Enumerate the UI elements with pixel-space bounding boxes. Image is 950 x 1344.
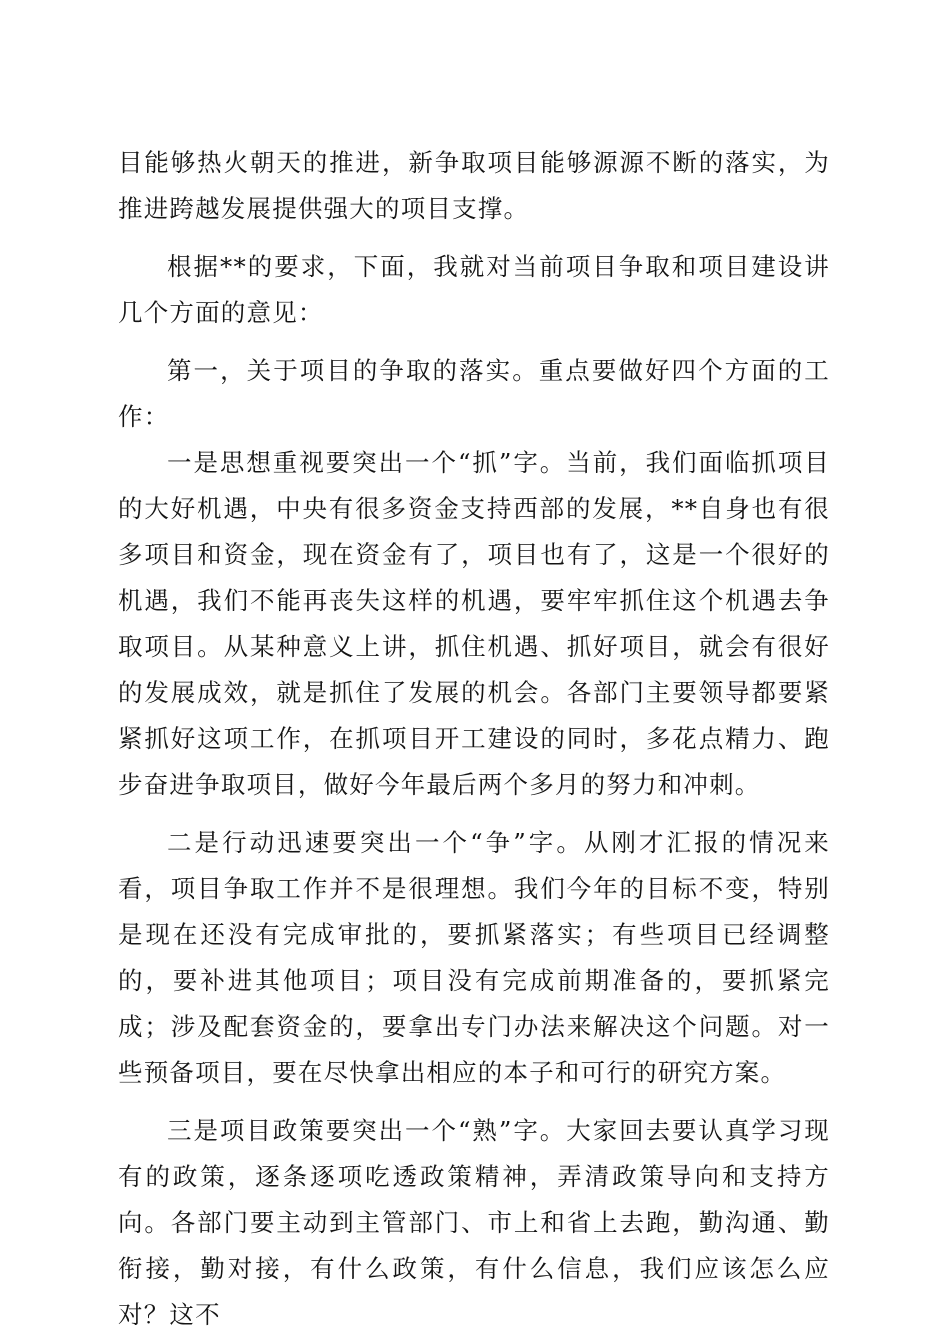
paragraph-section-heading: 第一，关于项目的争取的落实。重点要做好四个方面的工作：: [118, 356, 830, 431]
document-body: [118, 140, 830, 1338]
paragraph-point-one: 一是思想重视要突出一个“抓”字。当前，我们面临抓项目的大好机遇，中央有很多资金支持西部的发展，**自身也有很多项目和资金，现在资金有了，项目也有了，这是一个很好的机遇，我们不能再丧失这样的机遇，要牢牢抓住这个机遇去争取项目。从某种意义上讲，抓住机遇、抓好项目，就会有很好的发展成效，就是抓住了发展的机会。各部门主要领导都要紧紧抓好这项工作，在抓项目开工建设的同时，多花点精力、跑步奋进争取项目，做好今年最后两个多月的努力和冲刺。: [118, 448, 830, 799]
paragraph-point-two: 二是行动迅速要突出一个“争”字。从刚才汇报的情况来看，项目争取工作并不是很理想。我们今年的目标不变，特别是现在还没有完成审批的，要抓紧落实；有些项目已经调整的，要补进其他项目；项目没有完成前期准备的，要抓紧完成；涉及配套资金的，要拿出专门办法来解决这个问题。对一些预备项目，要在尽快拿出相应的本子和可行的研究方案。: [118, 828, 830, 1087]
paragraph-point-three: 三是项目政策要突出一个“熟”字。大家回去要认真学习现有的政策，逐条逐项吃透政策精神，弄清政策导向和支持方向。各部门要主动到主管部门、市上和省上去跑，勤沟通、勤衔接，勤对接，有什么政策，有什么信息，我们应该怎么应对？这不: [118, 1116, 830, 1329]
paragraph-intro: 根据**的要求，下面，我就对当前项目争取和项目建设讲几个方面的意见：: [118, 252, 830, 327]
paragraph-continuation: 目能够热火朝天的推进，新争取项目能够源源不断的落实，为推进跨越发展提供强大的项目支撑。: [118, 148, 830, 223]
